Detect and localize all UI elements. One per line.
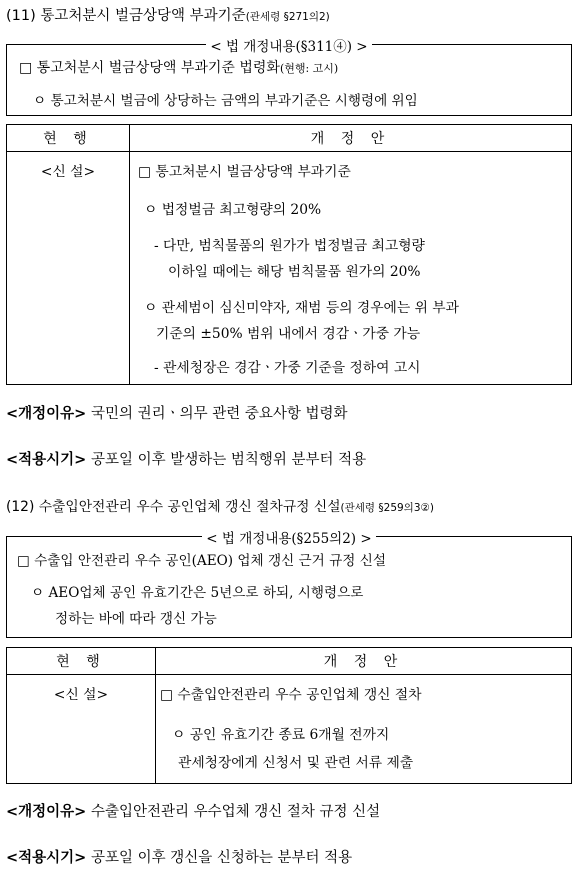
- revised-line: ㅇ 법정벌금 최고형량의 20%: [144, 202, 322, 218]
- law-box-label: < 법 개정내용(§311④) >: [206, 39, 371, 55]
- law-box-label: < 법 개정내용(§255의2) >: [202, 531, 375, 547]
- column-header-current: 현 행: [7, 648, 156, 675]
- revised-cell: [156, 675, 572, 784]
- section-12-law-box: [6, 531, 572, 638]
- current-cell: [7, 675, 156, 784]
- section-12-ref: (관세령 §259의3②): [340, 502, 435, 514]
- section-11-apply: <적용시기> 공포일 이후 발생하는 범칙행위 분부터 적용: [6, 452, 367, 468]
- section-12-apply: <적용시기> 공포일 이후 갱신을 신청하는 분부터 적용: [6, 850, 353, 866]
- column-header-revised: 개 정 안: [156, 648, 572, 675]
- revised-line: 관세청장에게 신청서 및 관련 서류 제출: [178, 755, 414, 771]
- law-box-note: (현행: 고시): [279, 62, 339, 75]
- revised-line: ㅇ 공인 유효기간 종료 6개월 전까지: [172, 727, 390, 743]
- law-box-line: □ 통고처분시 벌금상당액 부과기준 법령화(현행: 고시): [19, 60, 339, 76]
- revised-line: 이하일 때에는 해당 범칙물품 원가의 20%: [168, 264, 421, 280]
- revised-cell: [130, 152, 572, 385]
- law-box-line: ㅇ 통고처분시 벌금에 상당하는 금액의 부과기준은 시행령에 위임: [33, 93, 418, 109]
- revised-line: ㅇ 관세범이 심신미약자, 재범 등의 경우에는 위 부과: [144, 300, 459, 316]
- section-12-title: (12) 수출입안전관리 우수 공인업체 갱신 절차규정 신설: [6, 499, 341, 515]
- column-header-current: 현 행: [7, 125, 130, 152]
- revised-line: - 관세청장은 경감ㆍ가중 기준을 정하여 고시: [154, 360, 421, 376]
- current-cell: [7, 152, 130, 385]
- revised-line: □ 수출입안전관리 우수 공인업체 갱신 절차: [160, 687, 422, 703]
- column-header-revised: 개 정 안: [130, 125, 572, 152]
- section-11-law-box: [6, 39, 572, 116]
- section-12-comparison-table: [6, 647, 572, 784]
- law-box-line: 정하는 바에 따라 갱신 가능: [55, 611, 217, 627]
- section-11-comparison-table: [6, 124, 572, 385]
- revised-line: 기준의 ±50% 범위 내에서 경감ㆍ가중 가능: [156, 326, 421, 342]
- law-box-line: □ 수출입 안전관리 우수 공인(AEO) 업체 갱신 근거 규정 신설: [17, 553, 386, 569]
- section-11-ref: (관세령 §271의2): [245, 11, 330, 23]
- current-text: <신 설>: [40, 164, 96, 180]
- current-text: <신 설>: [53, 687, 109, 703]
- section-12-heading: [6, 495, 434, 515]
- section-11-title: (11) 통고처분시 벌금상당액 부과기준: [6, 8, 246, 24]
- revised-line: □ 통고처분시 벌금상당액 부과기준: [138, 164, 351, 180]
- section-12-reason: <개정이유> 수출입안전관리 우수업체 갱신 절차 규정 신설: [6, 804, 381, 820]
- section-11-reason: <개정이유> 국민의 권리ㆍ의무 관련 중요사항 법령화: [6, 406, 348, 422]
- law-box-line: ㅇ AEO업체 공인 유효기간은 5년으로 하되, 시행령으로: [31, 585, 364, 601]
- section-11-heading: [6, 4, 330, 25]
- revised-line: - 다만, 범칙물품의 원가가 법정벌금 최고형량: [154, 238, 425, 254]
